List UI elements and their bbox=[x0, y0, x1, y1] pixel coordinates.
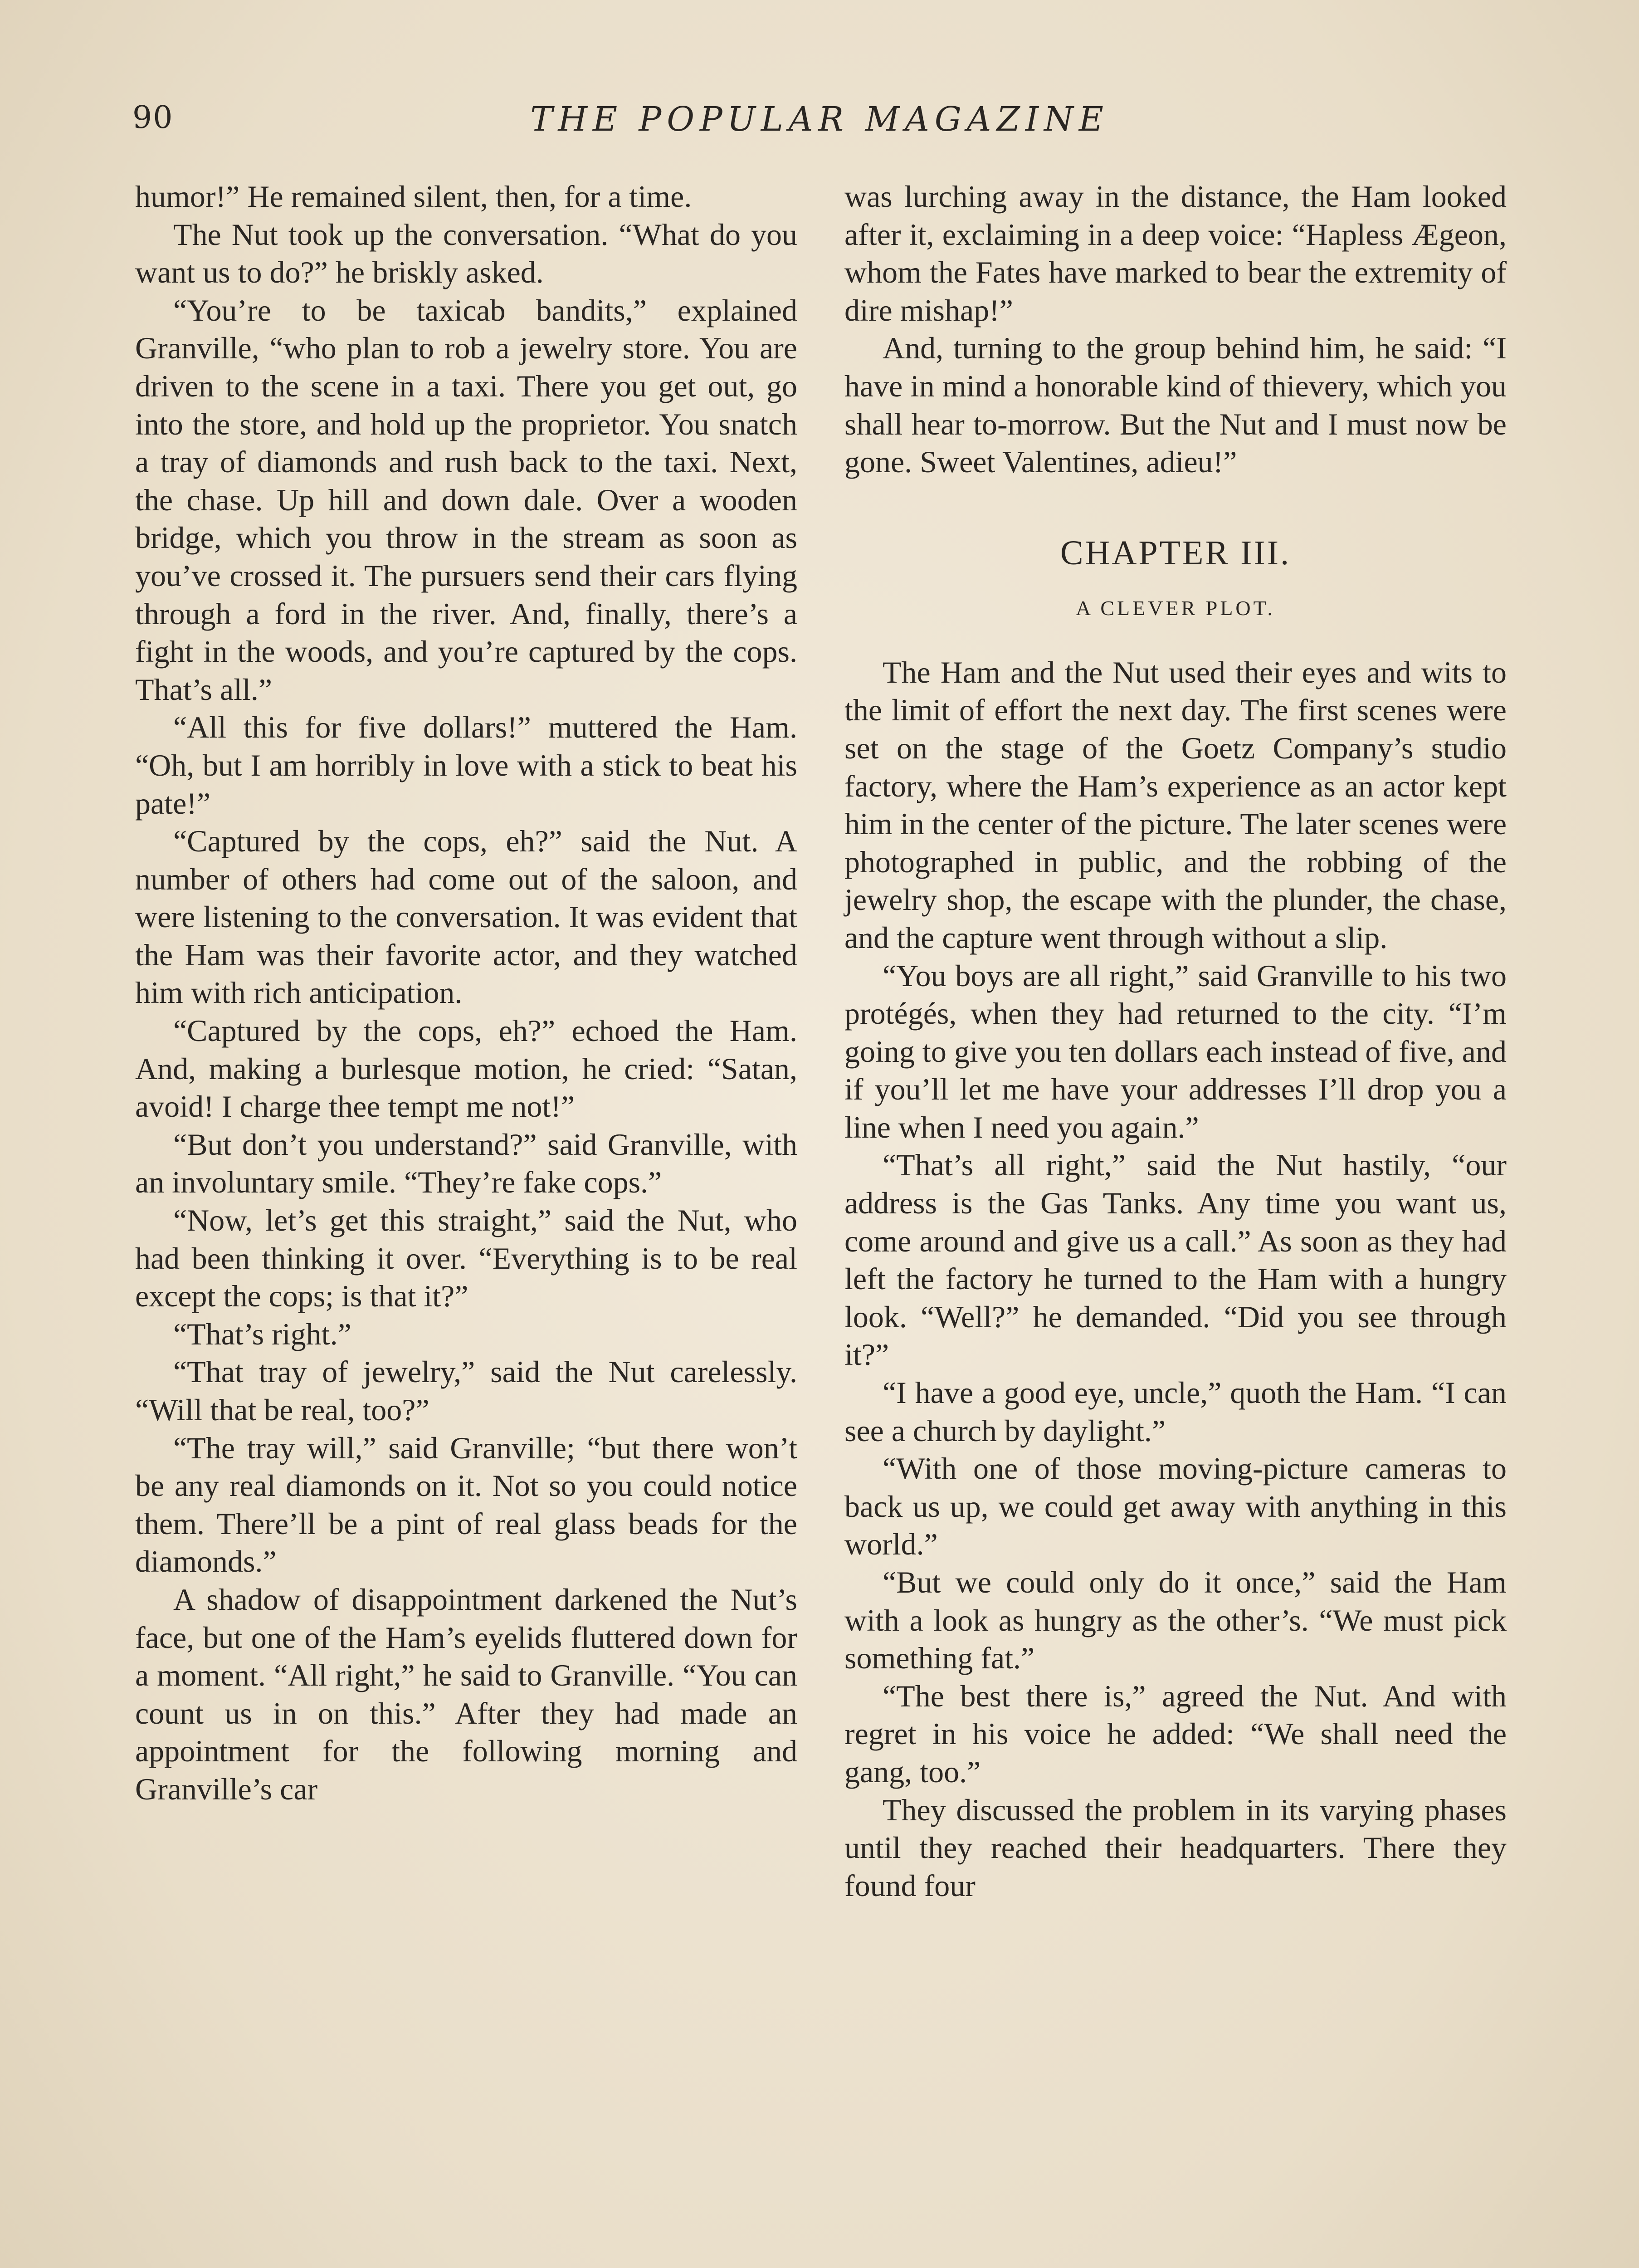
paragraph: “But we could only do it once,” said the Ham with a look as hungry as the other’s. “We must pick something fat.” bbox=[844, 1565, 1507, 1676]
page-number: 90 bbox=[132, 100, 174, 136]
paragraph: “Captured by the cops, eh?” echoed the Ham. And, making a burlesque motion, he cried: “Satan, avoid! I charge thee tempt me not!” bbox=[135, 1013, 797, 1124]
paragraph: “You boys are all right,” said Granville to his two protégés, when they had returned to the city. “I’m going to give you ten dollars each instead of five, and if you’ll let me have your addresses I’ll drop you a line when I need you again.” bbox=[844, 958, 1507, 1144]
paragraph: “That’s all right,” said the Nut hastily, “our address is the Gas Tanks. Any time you want us, come around and give us a call.” As soon as they had left the factory he turned to the Ham with a hungry look. “Well?” he demanded. “Did you see through it?” bbox=[844, 1148, 1507, 1372]
paragraph: “But don’t you understand?” said Granville, with an involuntary smile. “They’re fake cops.” bbox=[135, 1127, 797, 1200]
paragraph: was lurching away in the distance, the Ham looked after it, exclaiming in a deep voice: “Hapless Ægeon, whom the Fates have marked to bear the extremity of dire mishap!” bbox=[844, 179, 1507, 327]
chapter-subtitle: A CLEVER PLOT. bbox=[1076, 596, 1275, 620]
paragraph: “With one of those moving-picture cameras to back us up, we could get away with anything in this world.” bbox=[844, 1451, 1507, 1562]
paragraph: “All this for five dollars!” muttered the Ham. “Oh, but I am horribly in love with a stick to beat his pate!” bbox=[135, 710, 797, 821]
paragraph: “That tray of jewelry,” said the Nut carelessly. “Will that be real, too?” bbox=[135, 1354, 797, 1427]
paragraph: “That’s right.” bbox=[173, 1316, 351, 1351]
paragraph: And, turning to the group behind him, he said: “I have in mind a honorable kind of thievery, which you shall hear to-morrow. But the Nut and I must now be gone. Sweet Valentines, adieu!” bbox=[844, 331, 1507, 479]
paragraph: The Nut took up the conversation. “What do you want us to do?” he briskly asked. bbox=[135, 217, 797, 290]
paragraph: “The best there is,” agreed the Nut. And with regret in his voice he added: “We shall need the gang, too.” bbox=[844, 1678, 1507, 1789]
paragraph: “You’re to be taxicab bandits,” explained Granville, “who plan to rob a jewelry store. You are driven to the scene in a taxi. There you get out, go into the store, and hold up the proprietor. You snatch a tray of diamonds and rush back to the taxi. Next, the chase. Up hill and down dale. Over a wooden bridge, which you throw in the stream as soon as you’ve crossed it. The pursuers send their cars flying through a ford in the river. And, finally, there’s a fight in the woods, and you’re captured by the cops. That’s all.” bbox=[135, 293, 797, 707]
right-column bbox=[844, 178, 1507, 1905]
running-title: THE POPULAR MAGAZINE bbox=[530, 100, 1109, 139]
paragraph: “Captured by the cops, eh?” said the Nut. A number of others had come out of the saloon, and were listening to the conversation. It was evident that the Ham was their favorite actor, and they watched him with rich anticipation. bbox=[135, 824, 797, 1010]
paragraph: They discussed the problem in its varying phases until they reached their headquarters. There they found four bbox=[844, 1792, 1507, 1903]
chapter-heading: CHAPTER III. bbox=[1060, 533, 1291, 572]
paragraph: The Ham and the Nut used their eyes and wits to the limit of effort the next day. The first scenes were set on the stage of the Goetz Company’s studio factory, where the Ham’s experience as an actor kept him in the center of the picture. The later scenes were photographed in public, and the robbing of the jewelry shop, the escape with the plunder, the chase, and the capture went through without a slip. bbox=[844, 655, 1507, 955]
paragraph: “Now, let’s get this straight,” said the Nut, who had been thinking it over. “Everything is to be real except the cops; is that it?” bbox=[135, 1203, 797, 1314]
paragraph: “The tray will,” said Granville; “but there won’t be any real diamonds on it. Not so you could notice them. There’ll be a pint of real glass beads for the diamonds.” bbox=[135, 1430, 797, 1579]
paragraph: A shadow of disappointment darkened the Nut’s face, but one of the Ham’s eyelids fluttered down for a moment. “All right,” he said to Granville. “You can count us in on this.” After they had made an appointment for the following morning and Granville’s car bbox=[135, 1582, 797, 1806]
left-column bbox=[135, 178, 797, 1809]
paragraph: “I have a good eye, uncle,” quoth the Ham. “I can see a church by daylight.” bbox=[844, 1375, 1507, 1448]
paragraph: humor!” He remained silent, then, for a time. bbox=[135, 179, 692, 214]
